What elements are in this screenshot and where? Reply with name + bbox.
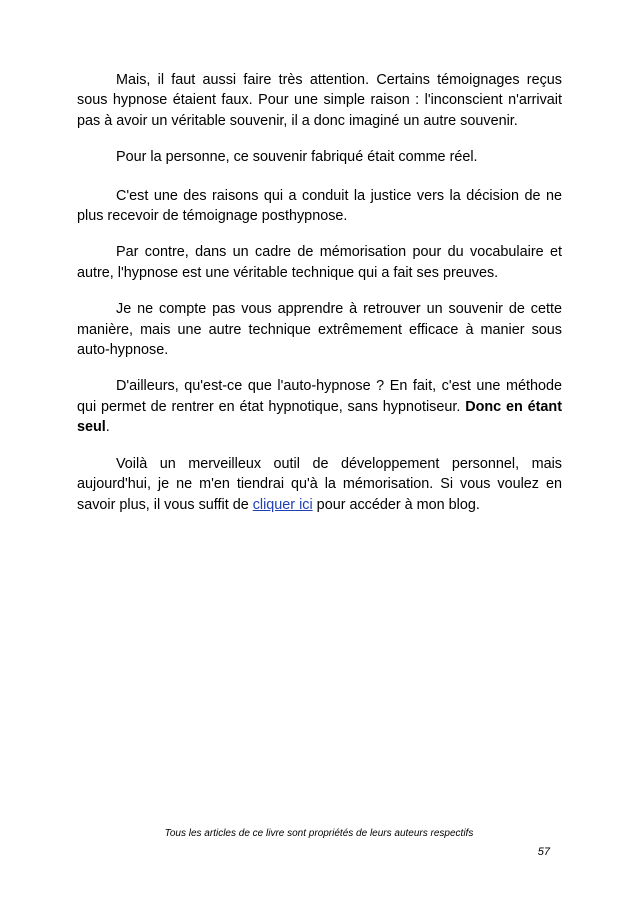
paragraph-blog-invitation (77, 454, 562, 515)
paragraph-memorization-technique: Par contre, dans un cadre de mémorisation pour du vocabulaire et autre, l'hypnose est une véritable technique qui a fait ses preuves. (77, 244, 562, 281)
paragraph-text: Voilà un merveilleux outil de développement personnel, mais aujourd'hui, je ne m'en tiendrai qu'à la mémorisation. Si vous voulez en savoir plus, il vous suffit de (77, 455, 562, 513)
paragraph-fabricated-memory: Pour la personne, ce souvenir fabriqué était comme réel. (116, 149, 478, 166)
paragraph-text-end: pour accéder à mon blog. (312, 496, 480, 513)
paragraph-auto-hypnosis-intro: Je ne compte pas vous apprendre à retrouver un souvenir de cette manière, mais une autre technique extrêmement efficace à manier sous auto-hypnose. (77, 301, 562, 359)
document-body (77, 70, 562, 523)
paragraph-false-testimonies: Mais, il faut aussi faire très attention. Certains témoignages reçus sous hypnose étaient faux. Pour une simple raison : l'inconscient n'arrivait pas à avoir un véritable souvenir, il a donc imaginé un autre souvenir. (77, 72, 562, 129)
footer-copyright-note: Tous les articles de ce livre sont propriétés de leurs auteurs respectifs (164, 828, 474, 839)
paragraph-text-end: . (105, 419, 110, 436)
blog-link[interactable]: cliquer ici (252, 496, 313, 513)
page-number: 57 (537, 846, 550, 858)
paragraph-auto-hypnosis-definition (77, 376, 562, 437)
paragraph-text: D'ailleurs, qu'est-ce que l'auto-hypnose ? En fait, c'est une méthode qui permet de rentrer en état hypnotique, sans hypnotiseur. (77, 378, 562, 415)
bold-emphasis: Donc en étant seul (77, 398, 562, 436)
paragraph-justice-decision: C'est une des raisons qui a conduit la justice vers la décision de ne plus recevoir de témoignage posthypnose. (77, 187, 562, 225)
